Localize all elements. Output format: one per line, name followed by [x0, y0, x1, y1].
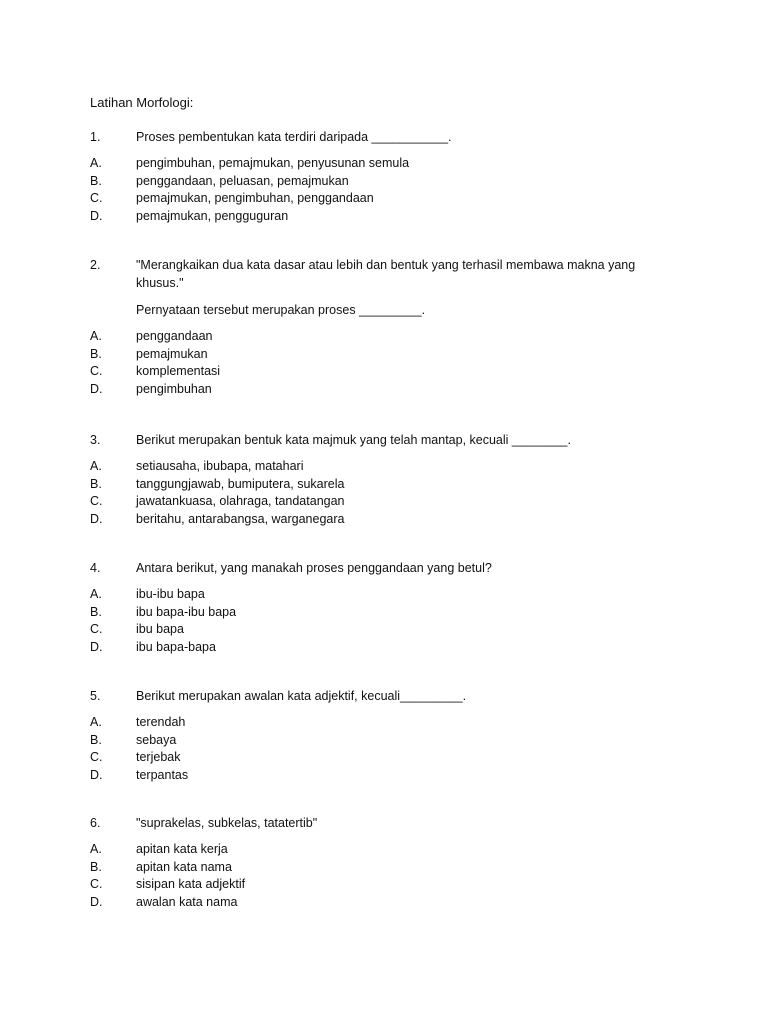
option-letter: B. [90, 346, 102, 361]
option-list [90, 155, 690, 225]
option-text: awalan kata nama [136, 894, 238, 909]
option-letter: D. [90, 767, 103, 782]
option-a [90, 458, 690, 476]
option-list [90, 841, 690, 911]
option-a [90, 841, 690, 859]
question-note: Pernyataan tersebut merupakan proses _________. [136, 303, 426, 317]
question-number: 4. [90, 561, 101, 575]
option-letter: C. [90, 494, 103, 508]
option-d [90, 894, 690, 912]
option-b [90, 476, 690, 494]
question-text: Proses pembentukan kata terdiri daripada ___________. [136, 130, 452, 144]
option-letter: D. [90, 639, 103, 654]
option-c [90, 876, 690, 894]
question-number: 1. [90, 130, 101, 144]
option-c [90, 749, 690, 767]
question-3 [90, 431, 690, 528]
question-text: "Merangkaikan dua kata dasar atau lebih dan bentuk yang terhasil membawa makna yang khusus." [136, 258, 636, 290]
document-title: Latihan Morfologi: [90, 95, 194, 110]
option-letter: B. [90, 173, 102, 188]
option-letter: C. [90, 622, 103, 636]
question-1 [90, 128, 690, 225]
option-letter: A. [90, 842, 102, 856]
option-text: ibu bapa-ibu bapa [136, 604, 237, 619]
question-number: 5. [90, 689, 101, 703]
option-c [90, 363, 690, 381]
option-text: apitan kata nama [136, 859, 232, 874]
option-letter: A. [90, 459, 102, 473]
option-c [90, 190, 690, 208]
option-text: terpantas [136, 767, 189, 782]
option-text: pengimbuhan, pemajmukan, penyusunan semula [136, 156, 410, 170]
question-text: Antara berikut, yang manakah proses penggandaan yang betul? [136, 561, 492, 575]
option-text: penggandaan [136, 329, 213, 343]
question-text: Berikut merupakan awalan kata adjektif, kecuali_________. [136, 689, 467, 703]
option-a [90, 155, 690, 173]
option-letter: D. [90, 511, 103, 526]
option-letter: D. [90, 381, 103, 396]
option-a [90, 586, 690, 604]
option-text: beritahu, antarabangsa, warganegara [136, 511, 345, 526]
option-letter: B. [90, 476, 102, 491]
option-text: pemajmukan, pengimbuhan, penggandaan [136, 191, 374, 205]
question-text: "suprakelas, subkelas, tatatertib" [136, 816, 318, 830]
option-c [90, 621, 690, 639]
question-number: 2. [90, 258, 101, 272]
option-letter: A. [90, 587, 102, 601]
option-b [90, 173, 690, 191]
option-letter: A. [90, 156, 102, 170]
option-letter: A. [90, 715, 102, 729]
option-b [90, 604, 690, 622]
option-text: pemajmukan, pengguguran [136, 208, 289, 223]
option-d [90, 511, 690, 529]
option-list [90, 458, 690, 528]
option-text: terjebak [136, 750, 181, 764]
option-text: pemajmukan [136, 346, 208, 361]
option-letter: B. [90, 604, 102, 619]
option-letter: D. [90, 894, 103, 909]
option-text: pengimbuhan [136, 381, 212, 396]
option-text: jawatankuasa, olahraga, tandatangan [136, 494, 345, 508]
option-letter: A. [90, 329, 102, 343]
option-letter: C. [90, 877, 103, 891]
option-text: komplementasi [136, 364, 221, 378]
question-5 [90, 687, 690, 784]
option-c [90, 493, 690, 511]
option-d [90, 767, 690, 785]
question-text: Berikut merupakan bentuk kata majmuk yang telah mantap, kecuali ________. [136, 433, 571, 447]
option-text: apitan kata kerja [136, 842, 228, 856]
option-b [90, 732, 690, 750]
option-a [90, 714, 690, 732]
option-letter: B. [90, 859, 102, 874]
option-text: sisipan kata adjektif [136, 877, 246, 891]
option-d [90, 208, 690, 226]
question-4 [90, 559, 690, 656]
question-6 [90, 814, 690, 911]
option-letter: C. [90, 750, 103, 764]
question-number: 6. [90, 816, 101, 830]
option-list [90, 586, 690, 656]
option-letter: C. [90, 191, 103, 205]
option-b [90, 859, 690, 877]
option-text: terendah [136, 715, 186, 729]
option-a [90, 328, 690, 346]
option-text: ibu-ibu bapa [136, 587, 205, 601]
option-text: ibu bapa [136, 622, 184, 636]
option-d [90, 381, 690, 399]
option-letter: D. [90, 208, 103, 223]
option-list [90, 328, 690, 398]
option-text: setiausaha, ibubapa, matahari [136, 459, 304, 473]
option-letter: B. [90, 732, 102, 747]
option-text: tanggungjawab, bumiputera, sukarela [136, 476, 345, 491]
question-number: 3. [90, 433, 101, 447]
option-letter: C. [90, 364, 103, 378]
option-d [90, 639, 690, 657]
option-b [90, 346, 690, 364]
option-text: sebaya [136, 732, 177, 747]
option-list [90, 714, 690, 784]
option-text: ibu bapa-bapa [136, 639, 216, 654]
option-text: penggandaan, peluasan, pemajmukan [136, 173, 349, 188]
question-2 [90, 256, 690, 398]
